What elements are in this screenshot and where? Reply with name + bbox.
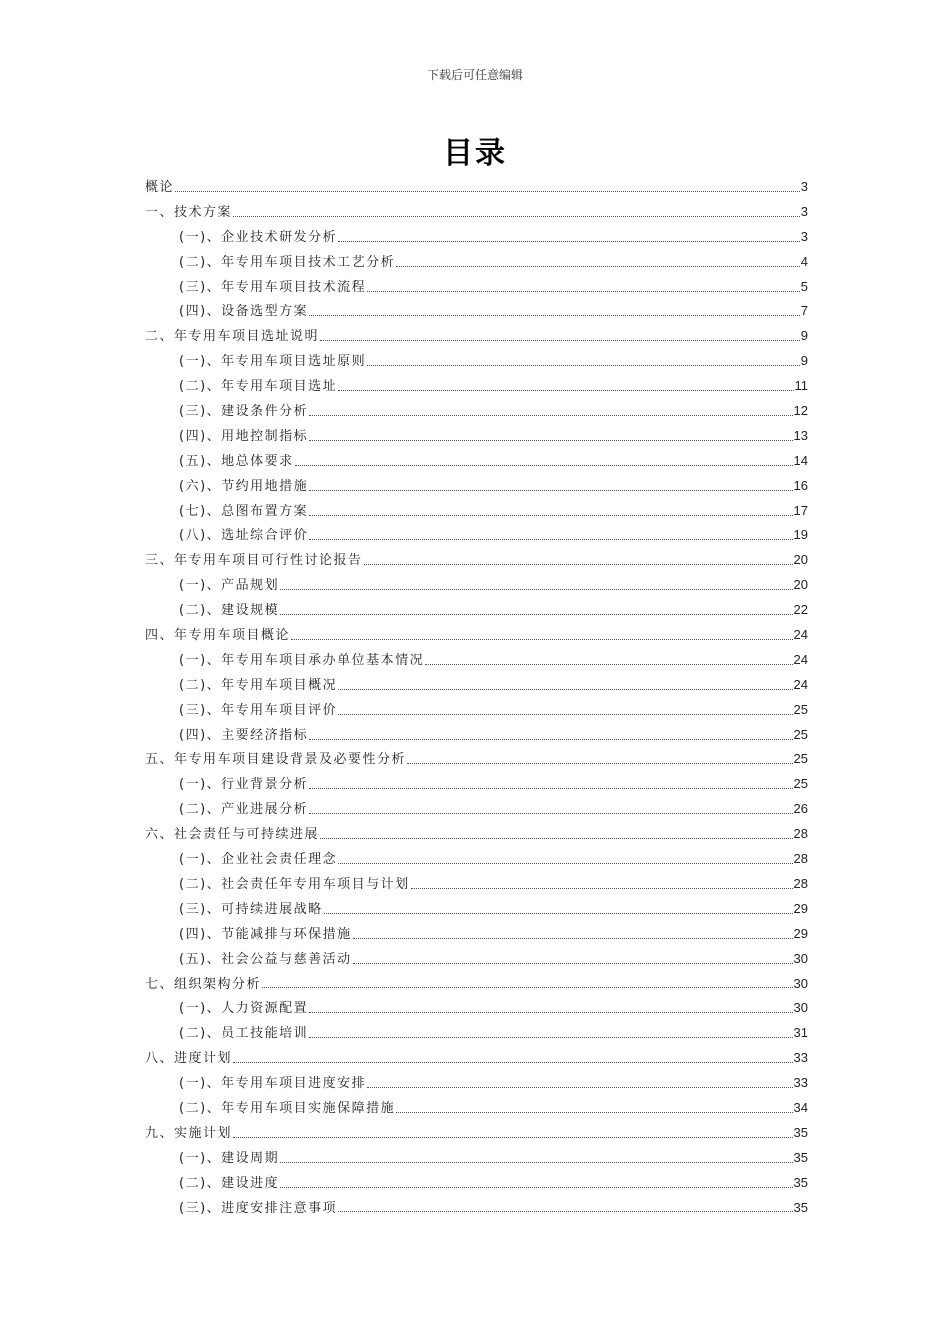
toc-entry-page: 28 (793, 875, 808, 891)
toc-entry-page: 20 (793, 577, 808, 593)
toc-entry[interactable] (145, 573, 808, 598)
toc-dot-leader (309, 788, 792, 789)
toc-entry[interactable] (145, 598, 808, 623)
toc-entry-label: (一)、人力资源配置 (179, 1001, 309, 1017)
toc-dot-leader (309, 440, 792, 441)
toc-dot-leader (396, 266, 800, 267)
toc-dot-leader (309, 1037, 792, 1038)
toc-entry-label: 二、年专用车项目选址说明 (145, 329, 320, 345)
toc-entry-page: 30 (793, 950, 808, 966)
page-title: 目录 (443, 136, 507, 171)
toc-entry-label: (四)、节能减排与环保措施 (179, 926, 352, 942)
toc-entry-label: (四)、设备选型方案 (179, 304, 309, 320)
toc-entry-page: 20 (793, 552, 808, 568)
toc-dot-leader (411, 888, 793, 889)
toc-entry-page: 11 (794, 378, 808, 394)
toc-entry-label: (二)、员工技能培训 (179, 1026, 309, 1042)
toc-entry-label: (一)、建设周期 (179, 1150, 280, 1166)
toc-entry-label: (二)、建设进度 (179, 1175, 280, 1191)
toc-entry-page: 28 (793, 826, 808, 842)
toc-entry[interactable] (145, 747, 808, 772)
toc-dot-leader (309, 539, 792, 540)
toc-dot-leader (320, 340, 800, 341)
toc-entry[interactable] (145, 523, 808, 548)
toc-entry[interactable] (145, 947, 808, 972)
toc-dot-leader (295, 465, 793, 466)
toc-entry[interactable] (145, 374, 808, 399)
toc-dot-leader (367, 1087, 792, 1088)
toc-entry[interactable] (145, 772, 808, 797)
toc-entry-page: 3 (800, 228, 808, 244)
toc-dot-leader (320, 838, 793, 839)
toc-entry-page: 25 (793, 776, 808, 792)
toc-entry-label: 五、年专用车项目建设背景及必要性分析 (145, 752, 407, 768)
toc-entry[interactable] (145, 1121, 808, 1146)
toc-entry-page: 35 (793, 1199, 808, 1215)
toc-entry-page: 30 (793, 975, 808, 991)
toc-dot-leader (324, 913, 793, 914)
toc-dot-leader (309, 1012, 792, 1013)
toc-entry-page: 34 (793, 1099, 808, 1115)
toc-dot-leader (233, 1062, 793, 1063)
toc-entry-page: 25 (793, 751, 808, 767)
toc-entry[interactable] (145, 922, 808, 947)
toc-entry-label: (二)、年专用车项目概况 (179, 677, 338, 693)
toc-entry-page: 24 (793, 627, 808, 643)
toc-dot-leader (364, 564, 793, 565)
toc-entry-page: 35 (793, 1149, 808, 1165)
toc-entry-page: 35 (793, 1124, 808, 1140)
toc-entry[interactable] (145, 723, 808, 748)
toc-entry-page: 12 (793, 403, 808, 419)
toc-entry[interactable] (145, 225, 808, 250)
toc-dot-leader (280, 1187, 792, 1188)
toc-entry-page: 4 (800, 253, 808, 269)
toc-entry[interactable] (145, 673, 808, 698)
toc-entry-page: 33 (793, 1075, 808, 1091)
toc-entry[interactable] (145, 474, 808, 499)
toc-dot-leader (338, 714, 792, 715)
toc-entry-label: 一、技术方案 (145, 204, 233, 220)
toc-dot-leader (175, 191, 800, 192)
toc-entry-page: 19 (793, 527, 808, 543)
toc-dot-leader (338, 241, 800, 242)
toc-dot-leader (280, 589, 792, 590)
toc-entry[interactable] (145, 1171, 808, 1196)
toc-entry[interactable] (145, 847, 808, 872)
toc-entry[interactable] (145, 250, 808, 275)
toc-dot-leader (309, 813, 792, 814)
toc-entry-page: 5 (800, 278, 808, 294)
toc-dot-leader (396, 1112, 792, 1113)
toc-dot-leader (407, 763, 793, 764)
toc-entry-page: 25 (793, 701, 808, 717)
toc-entry-label: (一)、年专用车项目进度安排 (179, 1076, 367, 1092)
toc-entry[interactable] (145, 648, 808, 673)
toc-dot-leader (309, 739, 792, 740)
toc-entry[interactable] (145, 399, 808, 424)
toc-entry[interactable] (145, 698, 808, 723)
toc-dot-leader (367, 365, 800, 366)
toc-entry[interactable] (145, 1146, 808, 1171)
toc-entry-label: (二)、产业进展分析 (179, 802, 309, 818)
toc-dot-leader (309, 515, 792, 516)
toc-entry-label: (三)、建设条件分析 (179, 404, 309, 420)
toc-entry-page: 3 (800, 203, 808, 219)
toc-entry-label: (六)、节约用地措施 (179, 478, 309, 494)
toc-entry[interactable] (145, 299, 808, 324)
toc-entry[interactable] (145, 1021, 808, 1046)
toc-entry-label: (四)、用地控制指标 (179, 428, 309, 444)
toc-entry[interactable] (145, 548, 808, 573)
toc-dot-leader (338, 863, 792, 864)
toc-dot-leader (233, 1137, 793, 1138)
toc-entry[interactable] (145, 449, 808, 474)
toc-entry-page: 26 (793, 801, 808, 817)
toc-entry[interactable] (145, 822, 808, 847)
toc-dot-leader (367, 291, 800, 292)
toc-entry-label: (一)、产品规划 (179, 578, 280, 594)
toc-dot-leader (291, 639, 793, 640)
toc-entry-label: (八)、选址综合评价 (179, 528, 309, 544)
toc-entry-label: (二)、年专用车项目技术工艺分析 (179, 254, 396, 270)
toc-entry-page: 30 (793, 1000, 808, 1016)
toc-entry[interactable] (145, 1096, 808, 1121)
toc-entry-label: (七)、总图布置方案 (179, 503, 309, 519)
toc-dot-leader (280, 1162, 792, 1163)
toc-entry-label: (二)、社会责任年专用车项目与计划 (179, 876, 410, 892)
toc-entry-page: 24 (793, 651, 808, 667)
toc-entry-page: 35 (793, 1174, 808, 1190)
toc-entry-page: 22 (793, 602, 808, 618)
toc-entry-label: 八、进度计划 (145, 1051, 233, 1067)
toc-entry-label: (一)、企业技术研发分析 (179, 229, 338, 245)
toc-entry-page: 17 (793, 502, 808, 518)
table-of-contents (145, 175, 808, 1220)
toc-entry-label: (三)、年专用车项目评价 (179, 702, 338, 718)
toc-entry-page: 28 (793, 851, 808, 867)
toc-dot-leader (353, 938, 793, 939)
toc-entry-label: (二)、年专用车项目实施保障措施 (179, 1100, 396, 1116)
toc-entry[interactable] (145, 424, 808, 449)
toc-dot-leader (280, 614, 792, 615)
page-header: 下载后可任意编辑 (426, 68, 523, 82)
toc-entry-page: 33 (793, 1050, 808, 1066)
toc-entry-page: 9 (800, 353, 808, 369)
toc-dot-leader (338, 390, 793, 391)
toc-dot-leader (425, 664, 792, 665)
toc-entry-page: 13 (793, 427, 808, 443)
toc-entry-label: (三)、进度安排注意事项 (179, 1200, 338, 1216)
toc-entry[interactable] (145, 1046, 808, 1071)
toc-entry-label: 七、组织架构分析 (145, 976, 262, 992)
toc-entry[interactable] (145, 996, 808, 1021)
toc-entry[interactable] (145, 499, 808, 524)
toc-entry[interactable] (145, 349, 808, 374)
toc-entry-label: (五)、地总体要求 (179, 453, 294, 469)
toc-entry-label: (二)、年专用车项目选址 (179, 379, 338, 395)
toc-entry-label: (三)、可持续进展战略 (179, 901, 323, 917)
toc-entry-label: (一)、年专用车项目选址原则 (179, 354, 367, 370)
toc-entry-label: 四、年专用车项目概论 (145, 628, 291, 644)
toc-entry-label: (四)、主要经济指标 (179, 727, 309, 743)
toc-entry-page: 24 (793, 676, 808, 692)
toc-entry-label: 三、年专用车项目可行性讨论报告 (145, 553, 363, 569)
toc-entry-label: (二)、建设规模 (179, 603, 280, 619)
toc-entry-label: 概论 (145, 180, 175, 195)
toc-dot-leader (353, 963, 793, 964)
toc-entry[interactable] (145, 872, 808, 897)
toc-dot-leader (262, 987, 793, 988)
toc-entry[interactable] (145, 797, 808, 822)
toc-entry-page: 25 (793, 726, 808, 742)
toc-entry-page: 16 (793, 477, 808, 493)
toc-entry-label: (一)、行业背景分析 (179, 777, 309, 793)
toc-entry-label: (五)、社会公益与慈善活动 (179, 951, 352, 967)
toc-dot-leader (233, 216, 800, 217)
toc-entry-page: 14 (793, 452, 808, 468)
toc-entry-label: (三)、年专用车项目技术流程 (179, 279, 367, 295)
toc-entry[interactable] (145, 275, 808, 300)
toc-dot-leader (309, 315, 800, 316)
toc-entry-page: 29 (793, 925, 808, 941)
toc-entry[interactable] (145, 623, 808, 648)
toc-entry[interactable] (145, 175, 808, 200)
toc-entry[interactable] (145, 200, 808, 225)
toc-entry-label: (一)、年专用车项目承办单位基本情况 (179, 652, 425, 668)
toc-entry[interactable] (145, 324, 808, 349)
toc-entry[interactable] (145, 972, 808, 997)
toc-dot-leader (338, 689, 792, 690)
toc-entry-page: 9 (800, 328, 808, 344)
toc-dot-leader (338, 1211, 792, 1212)
toc-entry-label: 六、社会责任与可持续进展 (145, 827, 320, 843)
toc-entry[interactable] (145, 1196, 808, 1221)
toc-entry-page: 31 (793, 1025, 808, 1041)
toc-entry[interactable] (145, 897, 808, 922)
toc-entry-label: (一)、企业社会责任理念 (179, 852, 338, 868)
toc-entry-page: 29 (793, 900, 808, 916)
toc-entry-page: 7 (800, 303, 808, 319)
toc-dot-leader (309, 490, 792, 491)
toc-entry[interactable] (145, 1071, 808, 1096)
toc-entry-label: 九、实施计划 (145, 1125, 233, 1141)
toc-entry-page: 3 (800, 179, 808, 194)
toc-dot-leader (309, 415, 792, 416)
